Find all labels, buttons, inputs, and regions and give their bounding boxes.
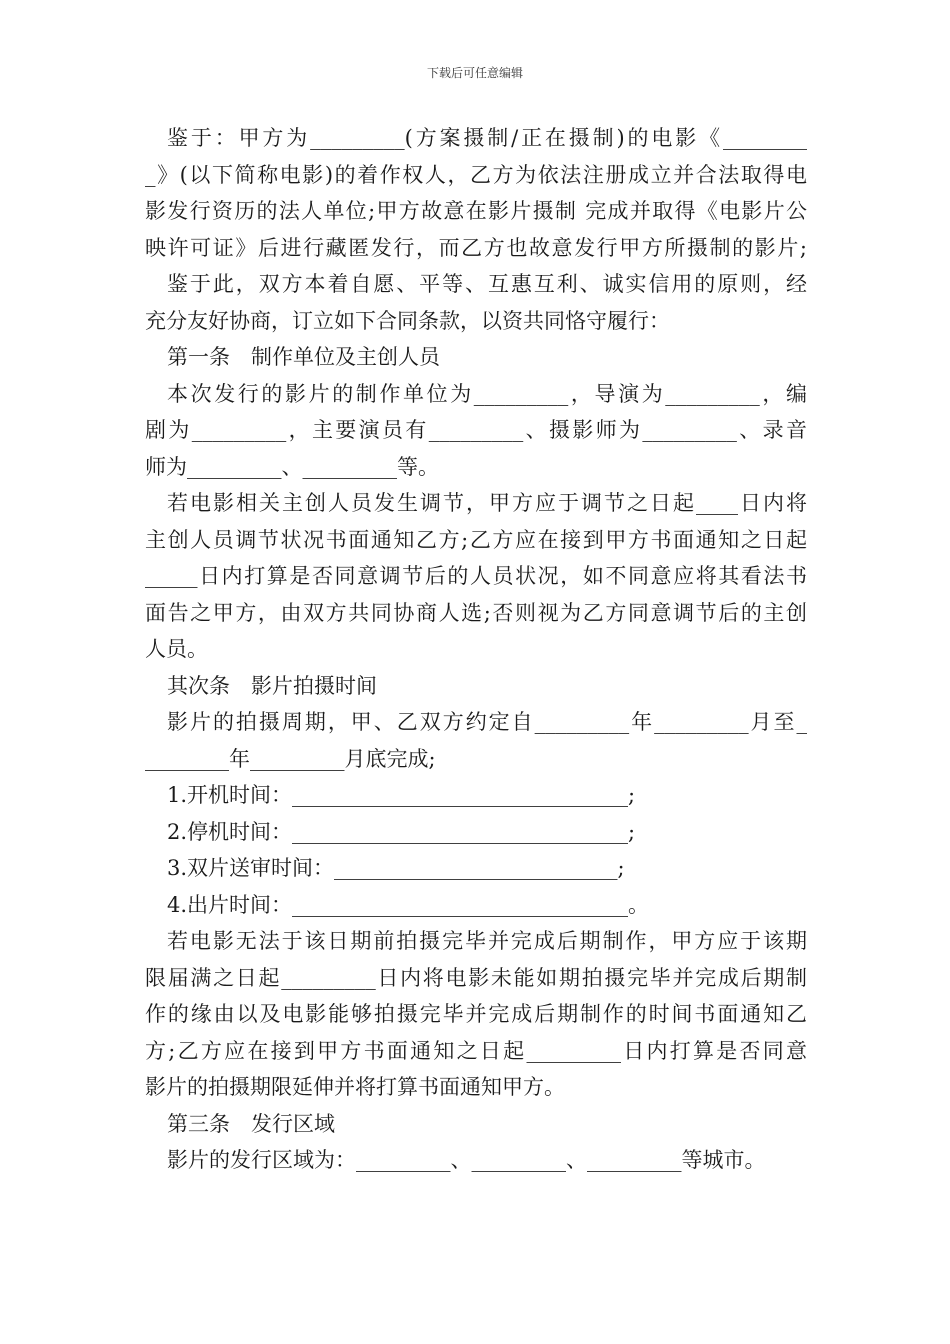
text-line: 作的缘由以及电影能够拍摄完毕并完成后期制作的时间书面通知乙 xyxy=(145,1002,807,1026)
text-line: 师为_________、_________等。 xyxy=(145,454,439,479)
list-item-release-time xyxy=(145,887,807,924)
text-line: 2.停机时间：________________________________; xyxy=(167,819,636,844)
text-line: 4.出片时间：________________________________。 xyxy=(167,892,650,917)
text-line: 充分友好协商，订立如下合同条款，以资共同恪守履行： xyxy=(145,308,670,333)
text-line: 面告之甲方，由双方共同协商人选;否则视为乙方同意调节后的主创 xyxy=(145,600,807,625)
paragraph-delay xyxy=(145,923,807,1106)
text-line: 影片的拍摄周期，甲、乙双方约定自_________年_________月至_ xyxy=(167,710,807,734)
text-line: 主创人员调节状况书面通知乙方;乙方应在接到甲方书面通知之日起 xyxy=(145,527,807,552)
text-line: 鉴于此，双方本着自愿、平等、互惠互利、诚实信用的原则，经 xyxy=(167,272,807,296)
article-heading-2 xyxy=(145,668,807,705)
text-line: 影发行资历的法人单位;甲方故意在影片摄制 完成并取得《电影片公 xyxy=(145,199,807,223)
paragraph-shooting-period xyxy=(145,704,807,777)
text-line: 方;乙方应在接到甲方书面通知之日起_________日内打算是否同意 xyxy=(145,1038,807,1063)
heading-text: 其次条 影片拍摄时间 xyxy=(167,673,377,698)
text-line: 映许可证》后进行藏匿发行，而乙方也故意发行甲方所摄制的影片; xyxy=(145,235,807,260)
heading-text: 第三条 发行区域 xyxy=(167,1111,335,1136)
text-line: 鉴于：甲方为_________(方案摄制/正在摄制)的电影《________ xyxy=(167,126,807,150)
list-item-review-time xyxy=(145,850,807,887)
text-line: 影片的发行区域为：_________、_________、_________等城市。 xyxy=(167,1148,766,1172)
text-line: _》(以下简称电影)的着作权人，乙方为依法注册成立并合法取得电 xyxy=(145,162,807,187)
heading-text: 第一条 制作单位及主创人员 xyxy=(167,345,440,369)
text-line: _____日内打算是否同意调节后的人员状况，如不同意应将其看法书 xyxy=(145,564,807,588)
text-line: 3.双片送审时间：___________________________; xyxy=(167,856,625,880)
article-heading-3 xyxy=(145,1106,807,1143)
article-heading-1 xyxy=(145,339,807,376)
page-header-note: 下载后可任意编辑 xyxy=(426,66,523,80)
text-line: 影片的拍摄期限延伸并将打算书面通知甲方。 xyxy=(145,1075,565,1099)
paragraph-whereas-2 xyxy=(145,266,807,339)
list-item-start-time xyxy=(145,777,807,814)
paragraph-whereas-1 xyxy=(145,120,807,266)
text-line: ________年_________月底完成; xyxy=(145,746,436,771)
text-line: 若电影无法于该日期前拍摄完毕并完成后期制作，甲方应于该期 xyxy=(167,929,807,953)
document-body xyxy=(145,120,807,1179)
text-line: 限届满之日起_________日内将电影未能如期拍摄完毕并完成后期制 xyxy=(145,965,807,990)
text-line: 本次发行的影片的制作单位为_________，导演为_________，编 xyxy=(167,381,807,406)
text-line: 1.开机时间：________________________________; xyxy=(167,783,636,807)
text-line: 若电影相关主创人员发生调节，甲方应于调节之日起____日内将 xyxy=(167,491,807,515)
text-line: 人员。 xyxy=(145,637,208,661)
paragraph-production-unit xyxy=(145,376,807,486)
paragraph-staff-adjustment xyxy=(145,485,807,668)
text-line: 剧为_________，主要演员有_________、摄影师为_________、录音 xyxy=(145,418,807,442)
list-item-stop-time xyxy=(145,814,807,851)
paragraph-release-region xyxy=(145,1142,807,1179)
